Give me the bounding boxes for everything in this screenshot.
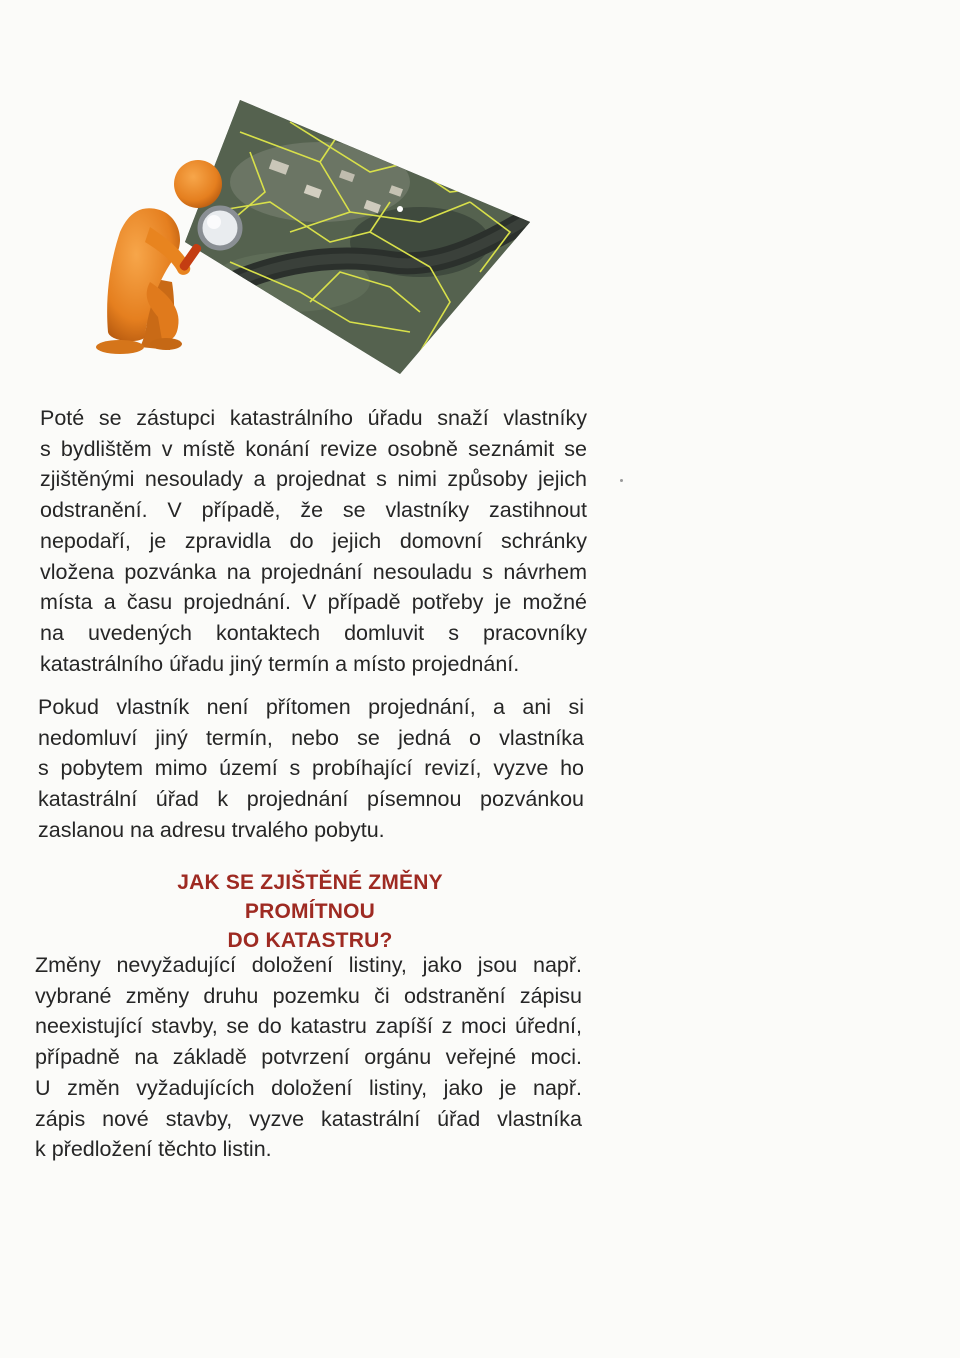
text-line: zjištěnými nesoulady a projednat s nimi způsoby jejich	[40, 467, 587, 492]
heading-line-2: DO KATASTRU?	[227, 929, 393, 952]
heading-line-1: JAK SE ZJIŠTĚNÉ ZMĚNY PROMÍTNOU	[177, 871, 443, 923]
text-line: případně na základě potvrzení orgánu veřejné moci.	[35, 1045, 582, 1070]
text-line: s pobytem mimo území s probíhající revizí, vyzve ho	[38, 756, 584, 781]
text-line: odstranění. V případě, že se vlastníky zastihnout	[40, 498, 587, 523]
text-line: katastrálního úřadu jiný termín a místo projednání.	[40, 651, 520, 676]
text-line: katastrální úřad k projednání písemnou pozvánkou	[38, 787, 584, 812]
text-line: na uvedených kontaktech domluvit s pracovníky	[40, 620, 587, 645]
text-line: místa a času projednání. V případě potřeby je možné	[40, 590, 587, 615]
paragraph-cadastre-changes	[35, 950, 582, 1165]
text-line: U změn vyžadujících doložení listiny, jako je např.	[35, 1075, 582, 1100]
scan-speck	[620, 479, 623, 482]
text-line: vybrané změny druhu pozemku či odstranění zápisu	[35, 983, 582, 1008]
text-line: nedomluví jiný termín, nebo se jedná o vlastníka	[38, 725, 584, 750]
paragraph-owner-meeting	[40, 403, 587, 679]
text-line: zápis nové stavby, vyzve katastrální úřad vlastníka	[35, 1106, 582, 1131]
section-heading	[110, 868, 510, 955]
text-line: vložena pozvánka na projednání nesouladu s návrhem	[40, 559, 587, 584]
text-line: neexistující stavby, se do katastru zapíší z moci úřední,	[35, 1014, 582, 1039]
paragraph-written-invitation	[38, 692, 584, 846]
text-line: k předložení těchto listin.	[35, 1137, 272, 1162]
text-line: zaslanou na adresu trvalého pobytu.	[38, 817, 385, 842]
text-line: s bydlištěm v místě konání revize osobně seznámit se	[40, 436, 587, 461]
text-line: Pokud vlastník není přítomen projednání, a ani si	[38, 695, 584, 719]
text-line: Změny nevyžadující doložení listiny, jako jsou např.	[35, 953, 582, 977]
text-line: Poté se zástupci katastrálního úřadu snaží vlastníky	[40, 406, 587, 430]
cadastral-map-illustration	[90, 92, 540, 382]
text-line: nepodaří, je zpravidla do jejich domovní schránky	[40, 528, 587, 553]
